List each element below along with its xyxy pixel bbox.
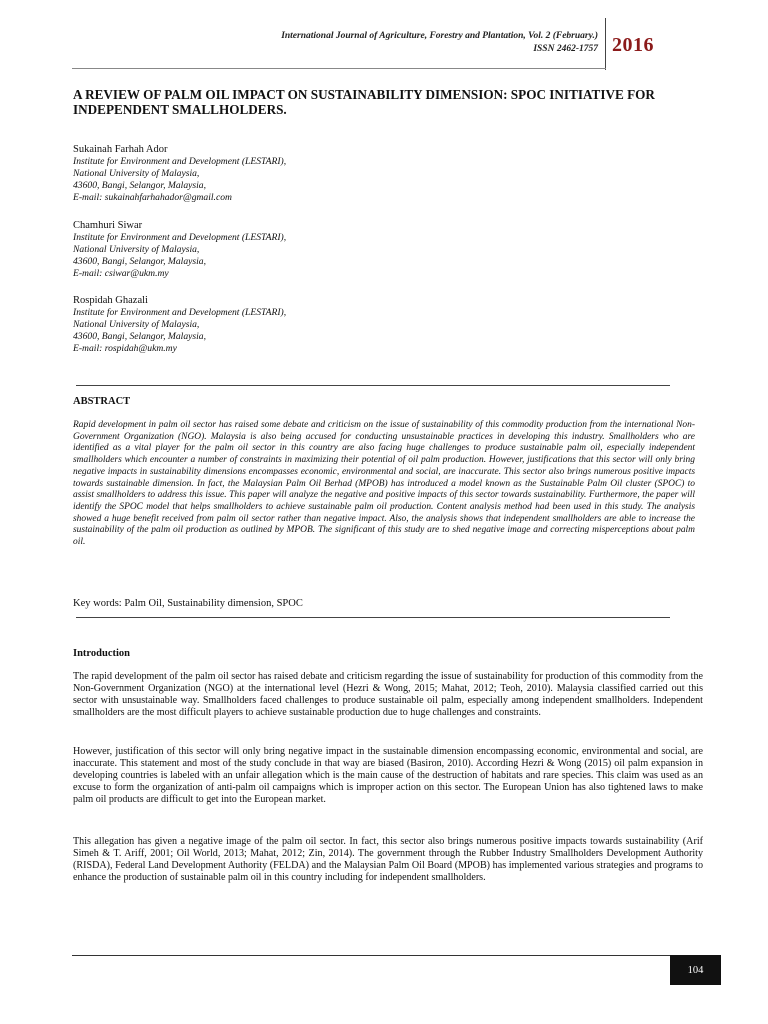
author-name: Sukainah Farhah Ador [73,144,168,155]
author-block [73,143,286,204]
author-email: E-mail: sukainahfarhahador@gmail.com [73,192,232,203]
author-affiliation: Institute for Environment and Development (LESTARI), [73,232,287,243]
author-affiliation: National University of Malaysia, [73,319,200,330]
author-affiliation: 43600, Bangi, Selangor, Malaysia, [73,180,206,191]
footer-rule [72,955,672,956]
header-year: 2016 [612,34,654,56]
author-affiliation: National University of Malaysia, [73,168,200,179]
author-block [73,294,286,355]
author-affiliation: National University of Malaysia, [73,244,200,255]
author-affiliation: 43600, Bangi, Selangor, Malaysia, [73,331,206,342]
journal-header [281,30,598,56]
header-underline [72,68,606,69]
journal-issn: ISSN 2462-1757 [533,44,598,54]
body-paragraph: However, justification of this sector will only bring negative impact in the sustainable dimension encompassing economic, environmental and social, are inaccurate. This statement and most of the study conclude in that way are biased (Basiron, 2010). According Hezri & Wong (2015) oil palm expansion in developing countries is labeled with an unfair allegation which is the main cause of the destruction of habitats and rare species. This claim was used as an excuse to form the organization of anti-palm oil campaigns which is improper action on this sector. The European Union has also tightened laws to make palm oil products are difficult to get into the European market. [73,746,703,806]
body-paragraph: The rapid development of the palm oil sector has raised debate and criticism regarding the issue of sustainability for production of this commodity from the Non-Government Organization (NGO) at the international level (Hezri & Wong, 2015; Mahat, 2012; Teoh, 2010). Malaysia classified carried out this sector with unsustainable way. Smallholders faced challenges to produce sustainable oil palm, especially among independent smallholders. Independent smallholders are the most difficult players to achieve sustainable production due to huge challenges and constraints. [73,671,703,719]
introduction-heading: Introduction [73,648,130,659]
abstract-heading: ABSTRACT [73,396,131,407]
paper-title: A REVIEW OF PALM OIL IMPACT ON SUSTAINABILITY DIMENSION: SPOC INITIATIVE FOR INDEPENDENT SMALLHOLDERS. [73,87,655,117]
body-paragraph: This allegation has given a negative image of the palm oil sector. In fact, this sector also brings numerous positive impacts towards sustainability (Arif Simeh & T. Ariff, 2001; Oil World, 2013; Mahat, 2012; Zin, 2014). The government through the Rubber Industry Smallholders Development Authority (RISDA), Federal Land Development Authority (FELDA) and the Malaysian Palm Oil Board (MPOB) has implemented various strategies and programs to enhance the production of sustainable palm oil in this country including for independent smallholders. [73,836,703,884]
section-divider [76,385,670,386]
author-email: E-mail: csiwar@ukm.my [73,268,169,279]
journal-name: International Journal of Agriculture, Forestry and Plantation, Vol. 2 (February.) [281,31,598,41]
page-number: 104 [670,955,721,985]
author-name: Rospidah Ghazali [73,295,148,306]
author-email: E-mail: rospidah@ukm.my [73,343,177,354]
author-name: Chamhuri Siwar [73,220,143,231]
keywords: Key words: Palm Oil, Sustainability dimension, SPOC [73,598,303,609]
author-affiliation: Institute for Environment and Development (LESTARI), [73,156,287,167]
author-affiliation: Institute for Environment and Development (LESTARI), [73,307,287,318]
abstract-body: Rapid development in palm oil sector has raised some debate and criticism on the issue of sustainability of this commodity production from the international Non-Government Organization (NGO). Malaysia is also being accused for conducting unsustainable practices in developing this industry. Smallholders who are identified as a vital player for the palm oil sector in this country are also facing huge challenges to produce sustainable palm oil, especially independent smallholders which encounter a number of constraints in maximizing their potential of oil palm production. However, justifications that this sector will only bring negative impacts in sustainability dimensions encompasses economic, environmental and social, are inaccurate. This sector also brings numerous positive impacts towards sustainable dimension. In fact, the Malaysian Palm Oil Berhad (MPOB) has introduced a model known as the Sustainable Palm Oil cluster (SPOC) to assist smallholders to address this issue. This paper will analyze the negative and positive impacts of this sector towards sustainability. Furthermore, the paper will identify the SPOC model that helps smallholders to achieve sustainable palm oil production. Content analysis method had been used in this study. The analysis showed a huge benefit received from palm oil sector rather than negative impact. Also, the analysis shows that independent smallholders are able to increase the sustainability of the palm oil production as outlined by MPOB. The significant of this study are to shed negative image and correcting misperceptions about palm oil. [73,420,695,548]
header-vertical-rule [605,18,606,70]
section-divider [76,617,670,618]
author-block [73,219,286,280]
author-affiliation: 43600, Bangi, Selangor, Malaysia, [73,256,206,267]
